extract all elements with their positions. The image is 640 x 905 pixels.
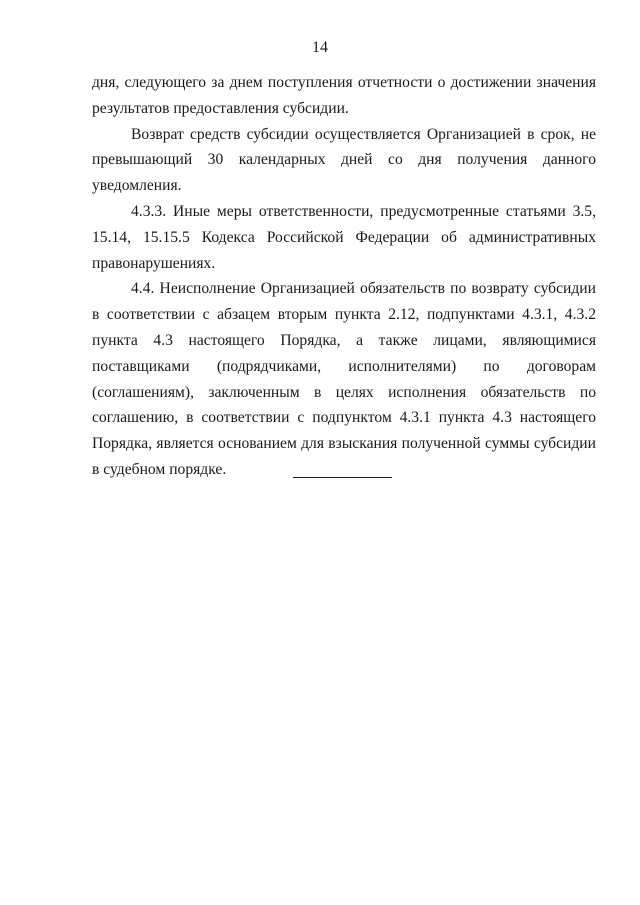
document-end-divider xyxy=(293,477,392,478)
paragraph-refund-term: Возврат средств субсидии осуществляется Организацией в срок, не превышающий 30 календарных дней со дня получения данного уведомления. xyxy=(92,125,596,195)
paragraph-continuation: дня, следующего за днем поступления отчетности о достижении значения результатов предоставления субсидии. xyxy=(92,74,596,117)
paragraph-clause-4-4: 4.4. Неисполнение Организацией обязательств по возврату субсидии в соответствии с абзацем вторым пункта 2.12, подпунктами 4.3.1, 4.3.2 пункта 4.3 настоящего Порядка, а также лицами, являющимися поставщиками (подрядчиками, исполнителями) по договорам (соглашениям), заключенным в целях исполнения обязательств по соглашению, в соответствии с подпунктом 4.3.1 пункта 4.3 настоящего Порядка, является основанием для взыскания полученной суммы субсидии в судебном порядке. xyxy=(92,280,596,478)
paragraph-clause-4-3-3: 4.3.3. Иные меры ответственности, предусмотренные статьями 3.5, 15.14, 15.15.5 Кодекса Российской Федерации об административных правонарушениях. xyxy=(92,202,596,272)
document-body xyxy=(92,70,596,483)
page-number: 14 xyxy=(312,39,328,56)
